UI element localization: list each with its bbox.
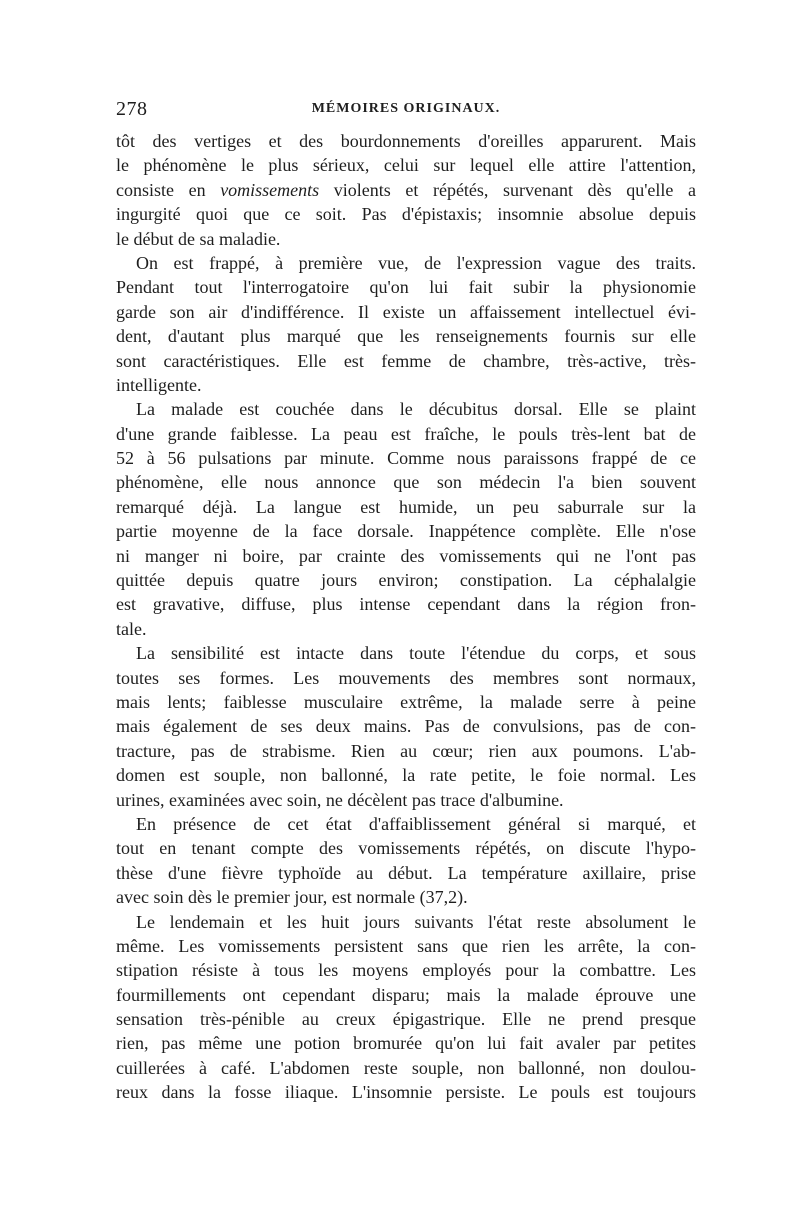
text-line: tout en tenant compte des vomissements répétés, on discute l'hypo- — [116, 838, 696, 859]
text-line: phénomène, elle nous annonce que son médecin l'a bien souvent — [116, 472, 696, 493]
text-line: mais lents; faiblesse musculaire extrême, la malade serre à peine — [116, 691, 696, 712]
text-line: La malade est couchée dans le décubitus dorsal. Elle se plaint — [136, 399, 696, 420]
text-line: thèse d'une fièvre typhoïde au début. La température axillaire, prise — [116, 862, 696, 883]
emphasis: vomissements — [220, 179, 320, 200]
text-line: consiste en vomissements violents et répétés, survenant dès qu'elle a — [116, 179, 697, 200]
text-line: même. Les vomissements persistent sans que rien les arrête, la con- — [116, 935, 696, 956]
text-line: ingurgité quoi que ce soit. Pas d'épistaxis; insomnie absolue depuis — [116, 204, 696, 225]
paragraph — [116, 129, 696, 251]
text-line: Le lendemain et les huit jours suivants l'état reste absolument le — [136, 911, 696, 932]
text-line: garde son air d'indifférence. Il existe un affaissement intellectuel évi- — [116, 301, 696, 322]
text-line: sont caractéristiques. Elle est femme de chambre, très-active, très- — [116, 350, 696, 371]
text-line: le début de sa maladie. — [116, 228, 281, 249]
text-line: La sensibilité est intacte dans toute l'étendue du corps, et sous — [136, 643, 696, 664]
text-line: En présence de cet état d'affaiblissement général si marqué, et — [136, 813, 696, 834]
text-line: stipation résiste à tous les moyens employés pour la combattre. Les — [116, 960, 696, 981]
text-line: sensation très-pénible au creux épigastrique. Elle ne prend presque — [116, 1009, 696, 1030]
text-line: toutes ses formes. Les mouvements des membres sont normaux, — [116, 667, 696, 688]
text-line: cuillerées à café. L'abdomen reste souple, non ballonné, non doulou- — [116, 1057, 696, 1078]
text-line: urines, examinées avec soin, ne décèlent pas trace d'albumine. — [116, 789, 564, 810]
paragraph — [116, 641, 696, 812]
paragraph — [116, 812, 696, 910]
text-line: rien, pas même une potion bromurée qu'on lui fait avaler par petites — [116, 1033, 696, 1054]
text-line: est gravative, diffuse, plus intense cependant dans la région fron- — [116, 594, 696, 615]
text-line: reux dans la fosse iliaque. L'insomnie persiste. Le pouls est toujours — [116, 1082, 696, 1103]
page-number: 278 — [116, 98, 148, 120]
running-head — [116, 98, 696, 124]
paragraph — [116, 397, 696, 641]
text-line: avec soin dès le premier jour, est normale (37,2). — [116, 887, 468, 908]
text-line: le phénomène le plus sérieux, celui sur lequel elle attire l'attention, — [116, 155, 696, 176]
text-line: partie moyenne de la face dorsale. Inappétence complète. Elle n'ose — [116, 521, 696, 542]
paragraph — [116, 251, 696, 397]
text-line: domen est souple, non ballonné, la rate petite, le foie normal. Les — [116, 765, 696, 786]
text-line: d'une grande faiblesse. La peau est fraîche, le pouls très-lent bat de — [116, 423, 696, 444]
text-line: ni manger ni boire, par crainte des vomissements qui ne l'ont pas — [116, 545, 696, 566]
text-line: remarqué déjà. La langue est humide, un peu saburrale sur la — [116, 496, 696, 517]
text-line: quittée depuis quatre jours environ; constipation. La céphalalgie — [116, 570, 696, 591]
text-line: tale. — [116, 618, 147, 639]
text-line: mais également de ses deux mains. Pas de convulsions, pas de con- — [116, 716, 696, 737]
text-line: tracture, pas de strabisme. Rien au cœur; rien aux poumons. L'ab- — [116, 740, 696, 761]
text-line: fourmillements ont cependant disparu; mais la malade éprouve une — [116, 984, 696, 1005]
paragraph — [116, 910, 696, 1105]
text-line: On est frappé, à première vue, de l'expression vague des traits. — [136, 252, 696, 273]
text-line: 52 à 56 pulsations par minute. Comme nous paraissons frappé de ce — [116, 448, 696, 469]
text-line: Pendant tout l'interrogatoire qu'on lui fait subir la physionomie — [116, 277, 696, 298]
text-line: dent, d'autant plus marqué que les renseignements fournis sur elle — [116, 326, 696, 347]
text-line: intelligente. — [116, 374, 202, 395]
body-text — [116, 129, 696, 1105]
text-line: tôt des vertiges et des bourdonnements d'oreilles apparurent. Mais — [116, 131, 696, 151]
running-title: MÉMOIRES ORIGINAUX. — [311, 101, 501, 116]
